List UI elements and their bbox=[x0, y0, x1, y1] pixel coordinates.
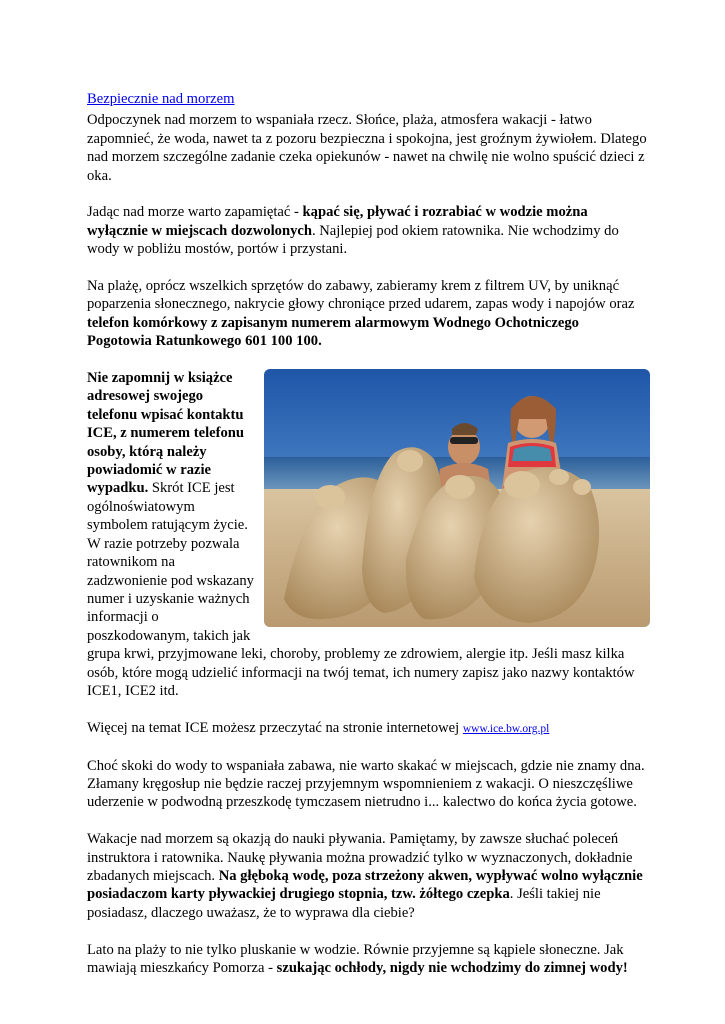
paragraph-ice-link bbox=[87, 719, 647, 738]
text-span: Więcej na temat ICE możesz przeczytać na stronie internetowej bbox=[87, 719, 463, 736]
paragraph-ice bbox=[87, 369, 647, 700]
text-span: Wakacje nad morzem są okazją do nauki pływania. Pamiętamy, by zawsze słuchać poleceń instruktora i ratownika. Naukę pływania można prowadzić tylko w wyznaczonych, dokładnie zbadanych miejscach. bbox=[87, 831, 633, 884]
paragraph-sunbathing bbox=[87, 941, 647, 978]
title-line bbox=[87, 90, 647, 108]
paragraph-beach-items bbox=[87, 277, 647, 351]
document-page bbox=[87, 90, 647, 996]
text-span: . Najlepiej pod okiem ratownika. Nie wchodzimy do wody w pobliżu mostów, portów i przystani. bbox=[87, 222, 619, 258]
title-link[interactable]: Bezpiecznie nad morzem bbox=[87, 91, 235, 107]
ice-website-link[interactable]: www.ice.bw.org.pl bbox=[462, 722, 550, 735]
text-span: . Jeśli takiej nie posiadasz, dlaczego uważasz, że to wyprawa dla ciebie? bbox=[87, 886, 601, 921]
text-span: Lato na plaży to nie tylko pluskanie w wodzie. Równie przyjemne są kąpiele słoneczne. Jak mawiają mieszkańcy Pomorza - bbox=[87, 941, 624, 976]
beach-photo bbox=[264, 369, 650, 627]
text-span: Jadąc nad morze warto zapamiętać - bbox=[87, 204, 303, 221]
text-span: Skrót ICE jest ogólnoświatowym symbolem ratującym życie. W razie potrzeby pozwala ratownikom na zadzwonienie pod wskazany numer i uzyskanie ważnych informacji o poszkodowanym, takich jak grupa krwi, przyjmowane leki, choroby, problemy ze zdrowiem, alergie itp. Jeśli masz kilka osób, które mogą udzielić informacji na twój temat, ich numery zapisz jako nazwy kontaktów ICE1, ICE2 itd. bbox=[87, 480, 635, 699]
bold-text: kąpać się, pływać i rozrabiać w wodzie można wyłącznie w miejscach dozwolonych bbox=[87, 204, 588, 239]
text-span: Na plażę, oprócz wszelkich sprzętów do zabawy, zabieramy krem z filtrem UV, by uniknąć poparzenia słonecznego, nakrycie głowy chroniące przed udarem, zapas wody i napojów oraz bbox=[87, 278, 635, 313]
paragraph-allowed-places bbox=[87, 203, 647, 258]
paragraph-swimming-lessons bbox=[87, 830, 647, 922]
paragraph-diving: Choć skoki do wody to wspaniała zabawa, nie warto skakać w miejscach, gdzie nie znamy dna. Złamany kręgosłup nie będzie raczej przyjemnym wspomnieniem z wakacji. O nieszczęśliwe uderzenie w podwodną przeszkodę tymczasem nietrudno i... kalectwo do końca życia gotowe. bbox=[87, 757, 645, 811]
paragraph-intro: Odpoczynek nad morzem to wspaniała rzecz. Słońce, plaża, atmosfera wakacji - łatwo zapomnieć, że woda, nawet ta z pozoru bezpieczna i spokojna, jest groźnym żywiołem. Dlatego nad morzem szczególne zadanie czeka opiekunów - nawet na chwilę nie wolno spuścić dzieci z oka. bbox=[87, 112, 647, 184]
bold-text: szukając ochłody, nigdy nie wchodzimy do zimnej wody! bbox=[276, 959, 628, 976]
bold-text: Na głęboką wodę, poza strzeżony akwen, wypływać wolno wyłącznie posiadaczom karty pływackiej drugiego stopnia, tzw. żółtego czepka bbox=[87, 867, 643, 903]
bold-text: Nie zapomnij w książce adresowej swojego telefonu wpisać kontaktu ICE, z numerem telefonu osoby, którą należy powiadomić w razie wypadku. bbox=[87, 370, 244, 497]
bold-text: telefon komórkowy z zapisanym numerem alarmowym Wodnego Ochotniczego Pogotowia Ratunkowego 601 100 100. bbox=[87, 314, 579, 350]
